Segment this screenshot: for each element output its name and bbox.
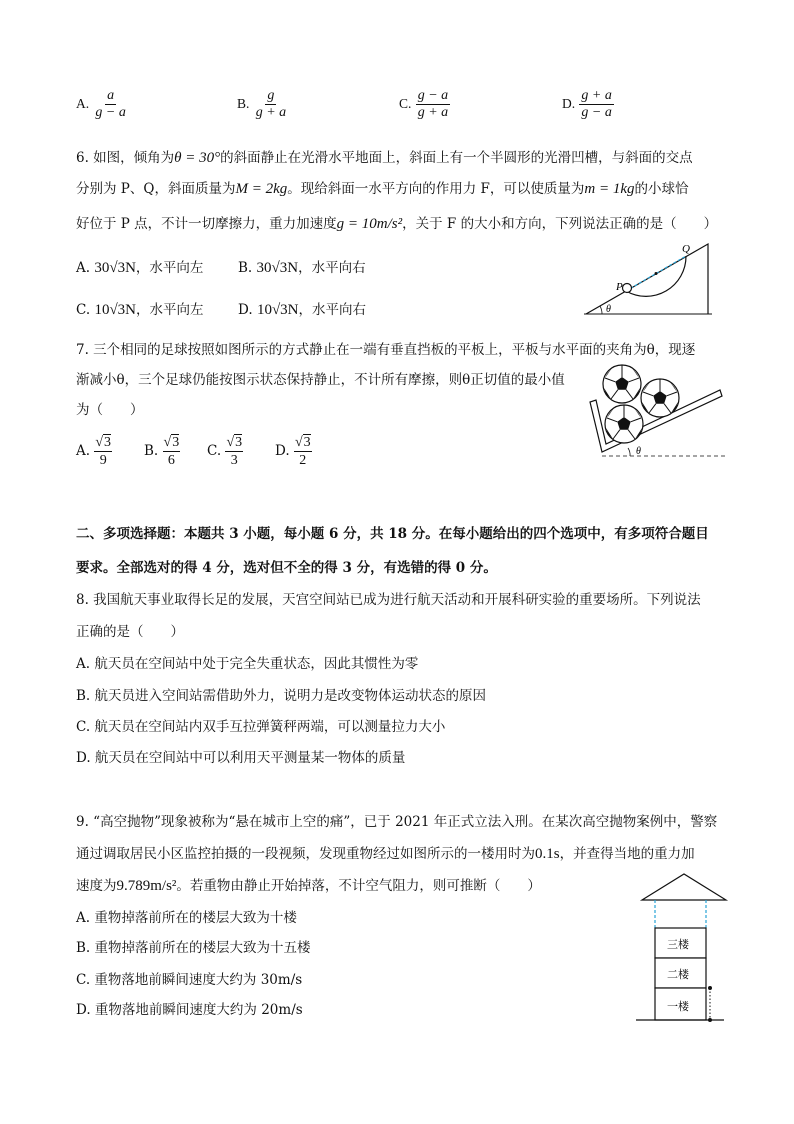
q6-option-a[interactable]: A. 30√3N，水平向左 bbox=[76, 260, 204, 276]
ball bbox=[623, 284, 632, 293]
q9-line-1: 9. “高空抛物”现象被称为“悬在城市上空的痛”，已于 2021 年正式立法入刑。在某次高空抛物案例中，警察 bbox=[76, 814, 718, 830]
q6-line-1: 6. 如图，倾角为θ = 30°的斜面静止在光滑水平地面上，斜面上有一个半圆形的光滑凹槽，与斜面的交点 bbox=[76, 150, 693, 166]
theta-label: θ bbox=[636, 446, 641, 457]
q9-line-2: 通过调取居民小区监控拍摄的一段视频，发现重物经过如图所示的一楼用时为0.1s，并查得当地的重力加 bbox=[76, 846, 695, 862]
footballs-figure bbox=[584, 358, 730, 464]
q8-line-1: 8. 我国航天事业取得长足的发展，天宫空间站已成为进行航天活动和开展科研实验的重要场所。下列说法 bbox=[76, 592, 701, 608]
section-2-line-2: 要求。全部选对的得 4 分，选对但不全的得 3 分，有选错的得 0 分。 bbox=[76, 560, 497, 576]
q5-option-c[interactable]: C. $\frac{g - a}{g + a}$ bbox=[399, 88, 449, 120]
q7-option-b[interactable]: B. $\frac{√3}{6}$ bbox=[144, 435, 180, 468]
q6-line-2: 分别为 P、Q，斜面质量为M = 2kg。现给斜面一水平方向的作用力 F，可以使质量为m = 1kg的小球恰 bbox=[76, 181, 689, 197]
q9-line-3: 速度为9.789m/s²。若重物由静止开始掉落，不计空气阻力，则可推断（ ） bbox=[76, 878, 541, 894]
q6-option-b[interactable]: B. 30√3N，水平向右 bbox=[238, 260, 366, 276]
floor-1-label: 一楼 bbox=[667, 1000, 689, 1013]
fraction-numerator: g + a bbox=[581, 88, 612, 103]
incline-figure bbox=[582, 236, 714, 318]
q6-option-d[interactable]: D. 10√3N，水平向右 bbox=[238, 302, 367, 318]
center-dot bbox=[655, 272, 658, 275]
q6-line-3: 好位于 P 点，不计一切摩擦力，重力加速度g = 10m/s²，关于 F 的大小和方向，下列说法正确的是（ ） bbox=[76, 216, 718, 232]
q8-line-2: 正确的是（ ） bbox=[76, 624, 184, 640]
object-top bbox=[708, 986, 712, 990]
q8-option-d[interactable]: D. 航天员在空间站中可以利用天平测量某一物体的质量 bbox=[76, 750, 406, 766]
q9-option-c[interactable]: C. 重物落地前瞬间速度大约为 30m/s bbox=[76, 972, 303, 988]
object-bottom bbox=[708, 1018, 712, 1022]
fraction-denominator: g + a bbox=[417, 105, 449, 120]
angle-arc bbox=[628, 448, 630, 456]
q5-option-a[interactable]: A. $\frac{a}{g - a}$ bbox=[76, 88, 126, 120]
q9-option-b[interactable]: B. 重物掉落前所在的楼层大致为十五楼 bbox=[76, 940, 311, 956]
building-figure bbox=[634, 870, 730, 1026]
q9-option-a[interactable]: A. 重物掉落前所在的楼层大致为十楼 bbox=[76, 910, 297, 926]
q7-line-3: 为（ ） bbox=[76, 402, 144, 418]
q-label: Q bbox=[682, 243, 690, 255]
theta-label: θ bbox=[606, 304, 611, 315]
fraction-numerator: g − a bbox=[417, 88, 449, 103]
q7-option-d[interactable]: D. $\frac{√3}{2}$ bbox=[275, 435, 311, 468]
fraction-numerator: a bbox=[107, 88, 115, 103]
p-label: P bbox=[616, 281, 623, 293]
q8-option-a[interactable]: A. 航天员在空间站中处于完全失重状态，因此其惯性为零 bbox=[76, 656, 419, 672]
roof bbox=[642, 874, 726, 900]
angle-arc bbox=[600, 306, 602, 314]
fraction-denominator: g + a bbox=[255, 105, 287, 120]
q5-option-d[interactable]: D. $\frac{g + a}{g - a}$ bbox=[562, 88, 612, 120]
section-2-line-1: 二、多项选择题：本题共 3 小题，每小题 6 分，共 18 分。在每小题给出的四个选项中，有多项符合题目 bbox=[76, 526, 709, 542]
q9-option-d[interactable]: D. 重物落地前瞬间速度大约为 20m/s bbox=[76, 1002, 303, 1018]
football-bottom-left bbox=[605, 405, 643, 443]
football-middle-right bbox=[641, 379, 679, 417]
q8-option-b[interactable]: B. 航天员进入空间站需借助外力，说明力是改变物体运动状态的原因 bbox=[76, 688, 487, 704]
fraction-denominator: g − a bbox=[581, 105, 612, 120]
q6-option-c[interactable]: C. 10√3N，水平向左 bbox=[76, 302, 204, 318]
q7-option-a[interactable]: A. $\frac{√3}{9}$ bbox=[76, 435, 112, 468]
fraction-denominator: g − a bbox=[95, 105, 126, 120]
floor-3-label: 三楼 bbox=[667, 938, 689, 951]
q7-line-2: 渐减小θ，三个足球仍能按图示状态保持静止，不计所有摩擦，则θ正切值的最小值 bbox=[76, 372, 565, 388]
q7-line-1: 7. 三个相同的足球按照如图所示的方式静止在一端有垂直挡板的平板上，平板与水平面的夹角为θ，现逐 bbox=[76, 342, 696, 358]
floor-2-label: 二楼 bbox=[667, 968, 689, 981]
football-top bbox=[603, 365, 641, 403]
q7-option-c[interactable]: C. $\frac{√3}{3}$ bbox=[207, 435, 243, 468]
q8-option-c[interactable]: C. 航天员在空间站内双手互拉弹簧秤两端，可以测量拉力大小 bbox=[76, 719, 446, 735]
q5-option-b[interactable]: B. $\frac{g}{g + a}$ bbox=[237, 88, 287, 120]
fraction-numerator: g bbox=[267, 88, 275, 103]
